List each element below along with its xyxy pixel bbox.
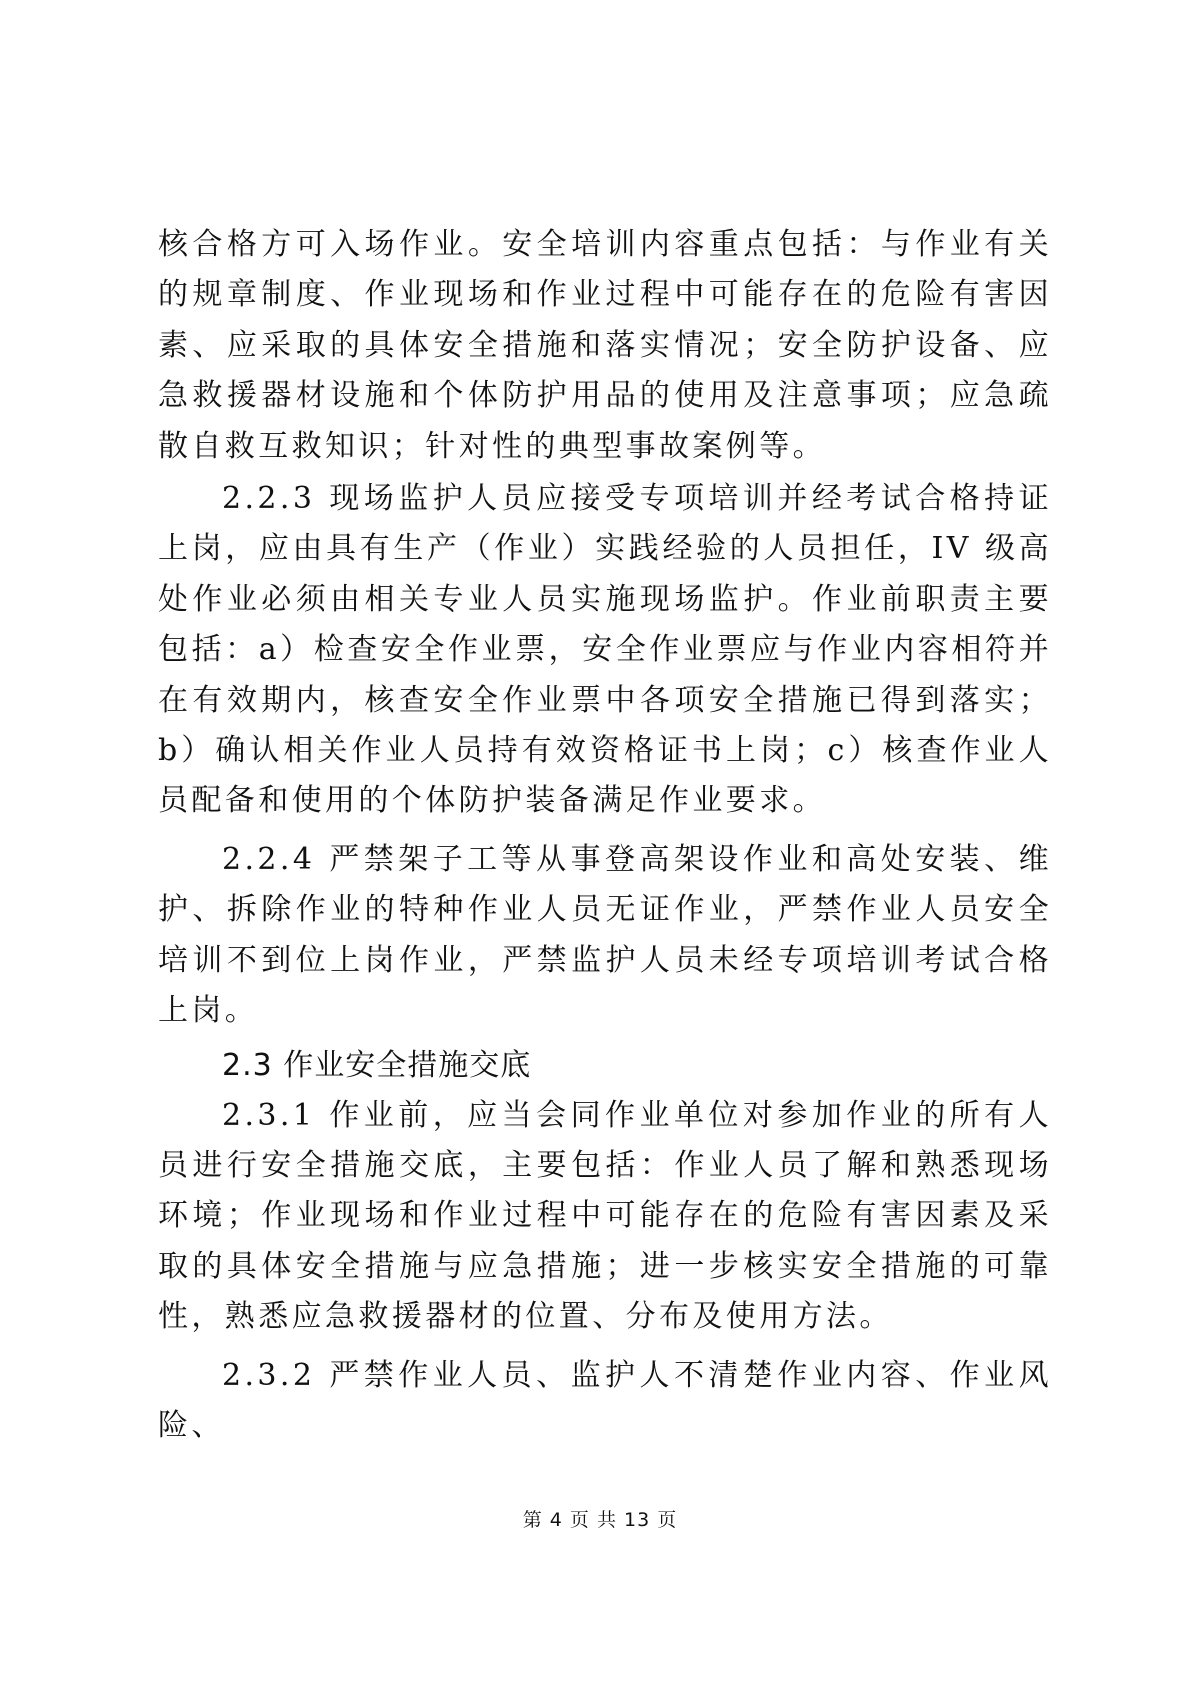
page-number-footer: 第 4 页 共 13 页 bbox=[522, 1509, 678, 1531]
paragraph-2-3-2: 2.3.2 严禁作业人员、监护人不清楚作业内容、作业风险、 bbox=[158, 1357, 1052, 1443]
section-heading-2-3: 2.3 作业安全措施交底 bbox=[222, 1047, 532, 1083]
document-body bbox=[158, 220, 1052, 1451]
paragraph-2-2-3: 2.2.3 现场监护人员应接受专项培训并经考试合格持证上岗，应由具有生产（作业）实践经验的人员担任，IV 级高处作业必须由相关专业人员实施现场监护。作业前职责主要包括：a）检查安全作业票，安全作业票应与作业内容相符并在有效期内，核查安全作业票中各项安全措施已得到落实；b）确认相关作业人员持有效资格证书上岗；c）核查作业人员配备和使用的个体防护装备满足作业要求。 bbox=[158, 481, 1052, 819]
paragraph-2-2-4: 2.2.4 严禁架子工等从事登高架设作业和高处安装、维护、拆除作业的特种作业人员无证作业，严禁作业人员安全培训不到位上岗作业，严禁监护人员未经专项培训考试合格上岗。 bbox=[158, 841, 1052, 1029]
paragraph-training-content: 核合格方可入场作业。安全培训内容重点包括：与作业有关的规章制度、作业现场和作业过程中可能存在的危险有害因素、应采取的具体安全措施和落实情况；安全防护设备、应急救援器材设施和个体防护用品的使用及注意事项；应急疏散自救互救知识；针对性的典型事故案例等。 bbox=[158, 227, 1052, 464]
paragraph-2-3-1: 2.3.1 作业前，应当会同作业单位对参加作业的所有人员进行安全措施交底，主要包括：作业人员了解和熟悉现场环境；作业现场和作业过程中可能存在的危险有害因素及采取的具体安全措施与应急措施；进一步核实安全措施的可靠性，熟悉应急救援器材的位置、分布及使用方法。 bbox=[158, 1097, 1052, 1335]
